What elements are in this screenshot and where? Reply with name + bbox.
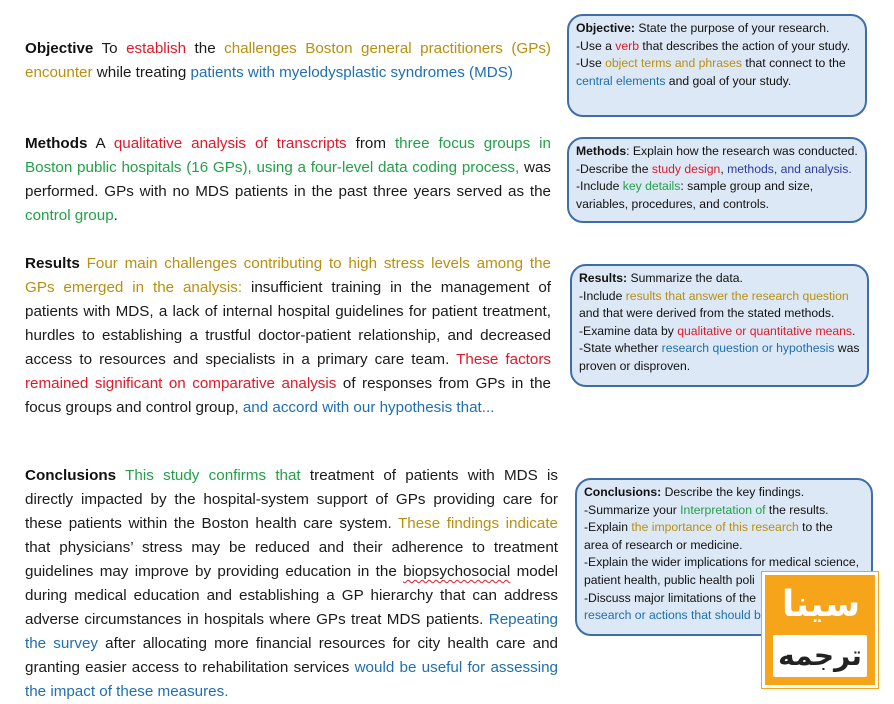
conclusions-box-l3a: -Explain <box>584 520 632 535</box>
conclusions-text-useful: would be useful for assessing the impact of these measures. <box>25 659 558 700</box>
conclusions-box-line-2 <box>584 502 864 520</box>
results-guide-box <box>570 264 869 387</box>
logo-word-sina: سينا <box>781 584 861 625</box>
conclusions-heading: Conclusions <box>25 467 117 484</box>
results-box-l5a: -State whether <box>579 341 662 356</box>
objective-section <box>25 37 551 85</box>
conclusions-box-line-8: research or actions that should b <box>584 608 761 623</box>
methods-box-l2a: -Describe the <box>576 161 652 176</box>
results-box-title: Results: <box>579 271 628 285</box>
conclusions-text-biopsychosocial: biopsychosocial <box>403 563 511 580</box>
conclusions-box-l2a: -Summarize your <box>584 502 681 517</box>
sina-tarjomeh-logo <box>762 572 878 688</box>
results-heading: Results <box>25 255 80 272</box>
conclusions-text-repeating: Repeating the survey <box>25 611 558 652</box>
conclusions-section <box>25 464 558 704</box>
methods-box-l3a: -Include <box>576 179 623 194</box>
objective-box-text: State the purpose of your research. <box>634 21 830 35</box>
methods-box-l3c: : sample group and size, <box>680 179 814 194</box>
methods-box-line-3 <box>576 178 858 196</box>
results-section <box>25 252 551 420</box>
methods-box-title: Methods <box>576 144 627 158</box>
objective-box-l2a: -Use a <box>576 38 616 53</box>
methods-box-l2c: , <box>720 161 728 176</box>
results-box-line-3: and that were derived from the stated methods. <box>579 306 835 321</box>
objective-heading: Objective <box>25 40 94 57</box>
results-box-means: qualitative or quantitative means <box>677 323 853 338</box>
methods-guide-box <box>567 137 867 223</box>
methods-box-key-details: key details <box>622 179 681 194</box>
results-box-answer: results that answer the research question <box>625 288 849 303</box>
results-box-l2a: -Include <box>579 288 626 303</box>
conclusions-text-confirms: This study confirms that <box>125 467 301 484</box>
results-box-line-4 <box>579 323 860 341</box>
methods-text-3: from <box>346 135 395 152</box>
objective-box-l3c: that connect to the <box>741 56 846 71</box>
methods-box-line-1 <box>576 143 858 161</box>
conclusions-box-text: Describe the key findings. <box>661 485 805 499</box>
conclusions-box-line-6: patient health, public health poli <box>584 572 755 587</box>
results-box-l4a: -Examine data by <box>579 323 678 338</box>
methods-box-study-design: study design <box>651 161 721 176</box>
objective-box-verb: verb <box>615 38 640 53</box>
objective-text-object: challenges Boston general practitioners (GPs) encounter <box>25 40 551 81</box>
conclusions-text-6: model during medical education and establishing a GP hierarchy that can address adverse circumstances in hospitals where GPs treat MDS patients. <box>25 563 558 628</box>
objective-text-central: patients with myelodysplastic syndromes (MDS) <box>190 64 513 81</box>
methods-text-design: qualitative analysis of transcripts <box>113 135 347 152</box>
conclusions-box-line-5: -Explain the wider implications for medical science, <box>584 555 860 570</box>
results-box-l4c: . <box>852 323 856 338</box>
results-text-comparative: These factors remained significant on comparative analysis <box>25 351 551 392</box>
logo-word-tarjomeh: ترجمه <box>773 635 867 677</box>
methods-text-details: three focus groups in Boston public hospitals (16 GPs), using a four-level data coding process, <box>25 135 551 176</box>
conclusions-text-2: treatment of patients with MDS is directly impacted by the hospital-system support of GPs providing care for these patients within the Boston health care system. <box>25 467 558 532</box>
conclusions-box-line-7: -Discuss major limitations of the <box>584 590 757 605</box>
objective-box-line-2 <box>576 38 858 56</box>
conclusions-box-l3c: to the <box>798 520 833 535</box>
conclusions-text-4: that physicians’ stress may be reduced and their adherence to treatment guidelines may improve by providing education in the <box>25 539 558 580</box>
methods-text-control: control group <box>25 207 114 224</box>
objective-box-title: Objective: <box>576 21 635 35</box>
results-box-line-5 <box>579 340 860 358</box>
results-text-2: insufficient training in the management of patients with MDS, a lack of internal hospital guidelines for patient treatment, hurdles to establishing a trustful doctor-patient relationship, and decreased access to resources and specialists in a primary care team. <box>25 279 552 368</box>
results-text-4: of responses from GPs in the focus groups and control group, <box>25 375 552 416</box>
methods-text-1: A <box>87 135 114 152</box>
conclusions-text-8: after allocating more financial resources for city health care and granting easier access to rehabilitation services <box>25 635 558 676</box>
results-text-hypothesis: and accord with our hypothesis that... <box>242 399 495 416</box>
methods-box-line-2 <box>576 161 858 179</box>
objective-box-object-terms: object terms and phrases <box>605 56 742 71</box>
conclusions-box-line-4: area of research or medicine. <box>584 537 743 552</box>
conclusions-box-interpretation: Interpretation of <box>680 502 766 517</box>
methods-section <box>25 132 551 228</box>
conclusions-box-title: Conclusions: <box>584 485 662 499</box>
objective-box-line-4 <box>576 73 858 91</box>
conclusions-box-importance: the importance of this research <box>631 520 799 535</box>
objective-box-l3a: -Use <box>576 56 606 71</box>
results-box-l5c: was <box>834 341 860 356</box>
methods-text-5: was performed. GPs with no MDS patients in the past three years served as the <box>25 159 552 200</box>
methods-heading: Methods <box>25 135 88 152</box>
results-text-answer: Four main challenges contributing to high stress levels among the GPs emerged in the analysis: <box>25 255 551 296</box>
objective-text-1: To <box>93 40 127 57</box>
results-box-line-2 <box>579 288 860 306</box>
conclusions-box-l2c: the results. <box>765 502 829 517</box>
objective-box-line-1 <box>576 20 858 38</box>
objective-text-verb: establish <box>126 40 187 57</box>
methods-box-line-4: variables, procedures, and controls. <box>576 196 770 211</box>
results-box-hypothesis: research question or hypothesis <box>661 341 835 356</box>
conclusions-box-line-3 <box>584 519 864 537</box>
methods-text-7: . <box>113 207 118 224</box>
methods-box-text: : Explain how the research was conducted. <box>626 144 858 158</box>
conclusions-text-indicate: These findings indicate <box>397 515 558 532</box>
objective-text-5: while treating <box>92 64 191 81</box>
objective-text-3: the <box>186 40 225 57</box>
objective-box-line-3 <box>576 55 858 73</box>
results-box-line-1 <box>579 270 860 288</box>
results-box-text: Summarize the data. <box>627 271 743 285</box>
results-box-line-6: proven or disproven. <box>579 358 691 373</box>
methods-box-methods-analysis: methods, and analysis. <box>727 161 852 176</box>
objective-guide-box <box>567 14 867 117</box>
objective-box-l4b: and goal of your study. <box>665 73 792 88</box>
conclusions-box-line-1 <box>584 484 864 502</box>
objective-box-l2c: that describes the action of your study. <box>639 38 851 53</box>
objective-box-central: central elements <box>576 73 666 88</box>
